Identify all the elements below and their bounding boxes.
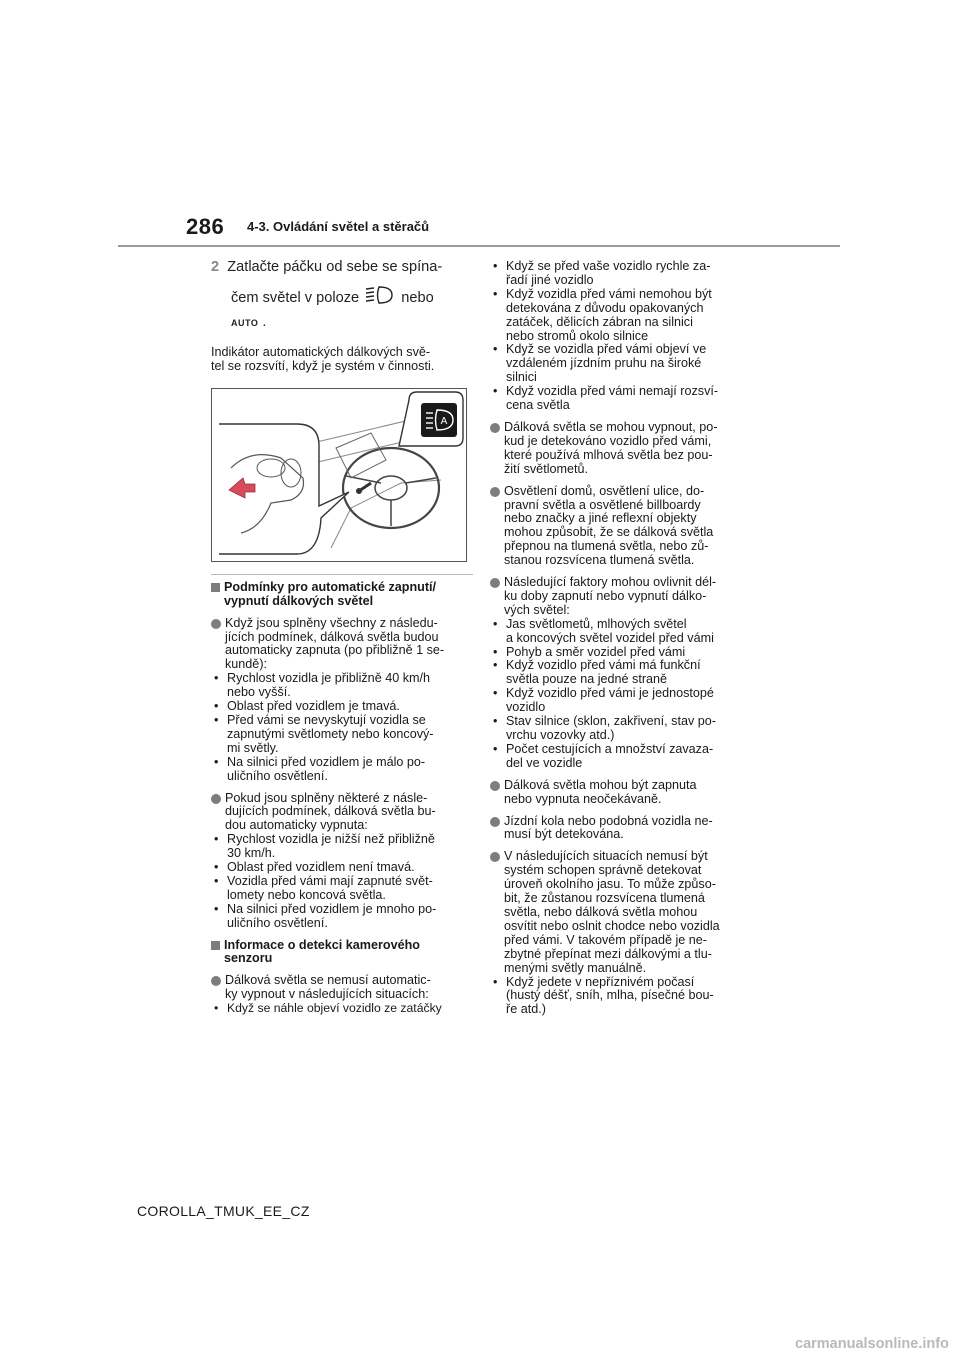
item-line: Pokud jsou splněny některé z násle- [225, 790, 428, 805]
bullet: • Rychlost vozidla je nižší než přibližně 30 km/h. [211, 833, 473, 861]
item-on-conditions [211, 617, 473, 673]
heading-conditions [211, 581, 473, 609]
bullet-list-continued [490, 260, 760, 413]
item-fog-lights: Dálková světla se mohou vypnout, po- kud je detekováno vozidlo před vámi, které používá mlhová světla bez pou- žití světlometů. [490, 421, 760, 477]
heading-line: vypnutí dálkových světel [224, 593, 374, 608]
item-line: ky vypnout v následujících situacích: [225, 987, 429, 1002]
item-line: Když jsou splněny všechny z následu- [225, 615, 438, 630]
bullet-list-factors [490, 618, 760, 771]
bullet: • Vozidla před vámi mají zapnuté svět- lomety nebo koncová světla. [211, 875, 473, 903]
document-code: COROLLA_TMUK_EE_CZ [137, 1203, 310, 1219]
bullet: • Na silnici před vozidlem je málo po- uličního osvětlení. [211, 756, 473, 784]
heading-line: senzoru [224, 951, 273, 966]
item-line: dou automaticky vypnuta: [225, 818, 368, 833]
bullet: • Když vozidla před vámi nemohou být detekována z důvodu opakovaných zatáček, dělicích zábran na silnici nebo stromů okolo silnice [490, 288, 760, 344]
item-line: Dálková světla se nemusí automatic- [225, 973, 431, 988]
bullet: • Počet cestujících a množství zavaza- del ve vozidle [490, 743, 760, 771]
bullet: • Když vozidla před vámi nemají rozsví- cena světla [490, 385, 760, 413]
step-number: 2 [211, 259, 220, 275]
auto-icon: AUTO [231, 318, 259, 328]
item-line: dujících podmínek, dálková světla bu- [225, 804, 436, 819]
bullet: • Když vozidlo před vámi má funkční světla pouze na jedné straně [490, 659, 760, 687]
bullet: • Když jedete v nepříznivém počasí (hustý déšť, sníh, mlha, písečné bou- ře atd.) [490, 976, 760, 1018]
bullet: • Oblast před vozidlem není tmavá. [211, 861, 473, 875]
bullet: • Na silnici před vozidlem je mnoho po- uličního osvětlení. [211, 903, 473, 931]
intro-line: tel se rozsvítí, když je systém v činnosti. [211, 358, 435, 373]
item-reflective-objects: Osvětlení domů, osvětlení ulice, do- pravní světla a osvětlené billboardy nebo značky a jiné reflexní objekty mohou způsobit, že se dálková světla přepnou na tlumená světla, nebo zů- stanou rozsvícena tlumená světla. [490, 485, 760, 568]
item-line: automaticky zapnuta (po přibližně 1 se- [225, 643, 445, 658]
step-text-3: nebo [401, 290, 434, 306]
item-unexpected: Dálková světla mohou být zapnuta nebo vypnuta neočekávaně. [490, 779, 760, 807]
bullet: • Oblast před vozidlem je tmavá. [211, 700, 473, 714]
watermark: carmanualsonline.info [795, 1336, 949, 1352]
intro-paragraph [211, 346, 473, 374]
bullet-list-camera [211, 1002, 473, 1016]
section-divider [211, 574, 473, 575]
item-off-conditions [211, 792, 473, 834]
step-text-1: Zatlačte páčku od sebe se spína- [227, 259, 443, 275]
step-2 [211, 258, 473, 332]
heading-line: Podmínky pro automatické zapnutí/ [224, 579, 437, 594]
heading-camera-sensor [211, 939, 473, 967]
bullet: • Rychlost vozidla je přibližně 40 km/h nebo vyšší. [211, 672, 473, 700]
indicator-letter: A [440, 415, 448, 427]
item-line: jících podmínek, dálková světla budou [225, 629, 439, 644]
page-number: 286 [186, 214, 225, 239]
section-title: 4-3. Ovládání světel a stěračů [247, 219, 430, 234]
bullet: • Pohyb a směr vozidel před vámi [490, 646, 760, 660]
bullet: • Když vozidlo před vámi je jednostopé vozidlo [490, 687, 760, 715]
right-column [490, 260, 760, 1017]
intro-line: Indikátor automatických dálkových svě- [211, 345, 431, 359]
left-column [211, 258, 473, 1016]
bullet: • Když se před vaše vozidlo rychle za- řadí jiné vozidlo [490, 260, 760, 288]
item-camera [211, 974, 473, 1002]
bullet-list-off [211, 833, 473, 930]
steering-lever-illustration [211, 388, 467, 562]
bullet: • Jas světlometů, mlhových světel a koncových světel vozidel před vámi [490, 618, 760, 646]
bullet-list-on [211, 672, 473, 783]
step-text-2: čem světel v poloze [231, 290, 360, 306]
heading-line: Informace o detekci kamerového [224, 937, 420, 952]
bullet: • Před vámi se nevyskytují vozidla se zapnutými světlomety nebo koncový- mi světly. [211, 714, 473, 756]
step-text-4: . [262, 314, 267, 330]
header-divider [118, 245, 840, 247]
bullet: • Když se náhle objeví vozidlo ze zatáčky [211, 1002, 473, 1016]
bullet: • Stav silnice (sklon, zakřivení, stav po- vrchu vozovky atd.) [490, 715, 760, 743]
highbeam-auto-icon [365, 285, 395, 305]
item-line: kundě): [225, 657, 268, 672]
bullet-list-weather [490, 976, 760, 1018]
item-bicycles: Jízdní kola nebo podobná vozidla ne- musí být detekována. [490, 815, 760, 843]
bullet: • Když se vozidla před vámi objeví ve vzdáleném jízdním pruhu na široké silnici [490, 343, 760, 385]
item-timing-factors: Následující faktory mohou ovlivnit dél- ku doby zapnutí nebo vypnutí dálko- vých světel: [490, 576, 760, 618]
item-brightness: V následujících situacích nemusí být systém schopen správně detekovat úroveň okolního jasu. To může způso- bit, že zůstanou rozsvícena tlumená světla, nebo dálková světla mohou osvítit nebo oslnit chodce nebo vozidla před vámi. V takovém případě je ne- zbytné přepínat mezi dálkovými a tlu- menými světly manuálně. [490, 850, 760, 975]
